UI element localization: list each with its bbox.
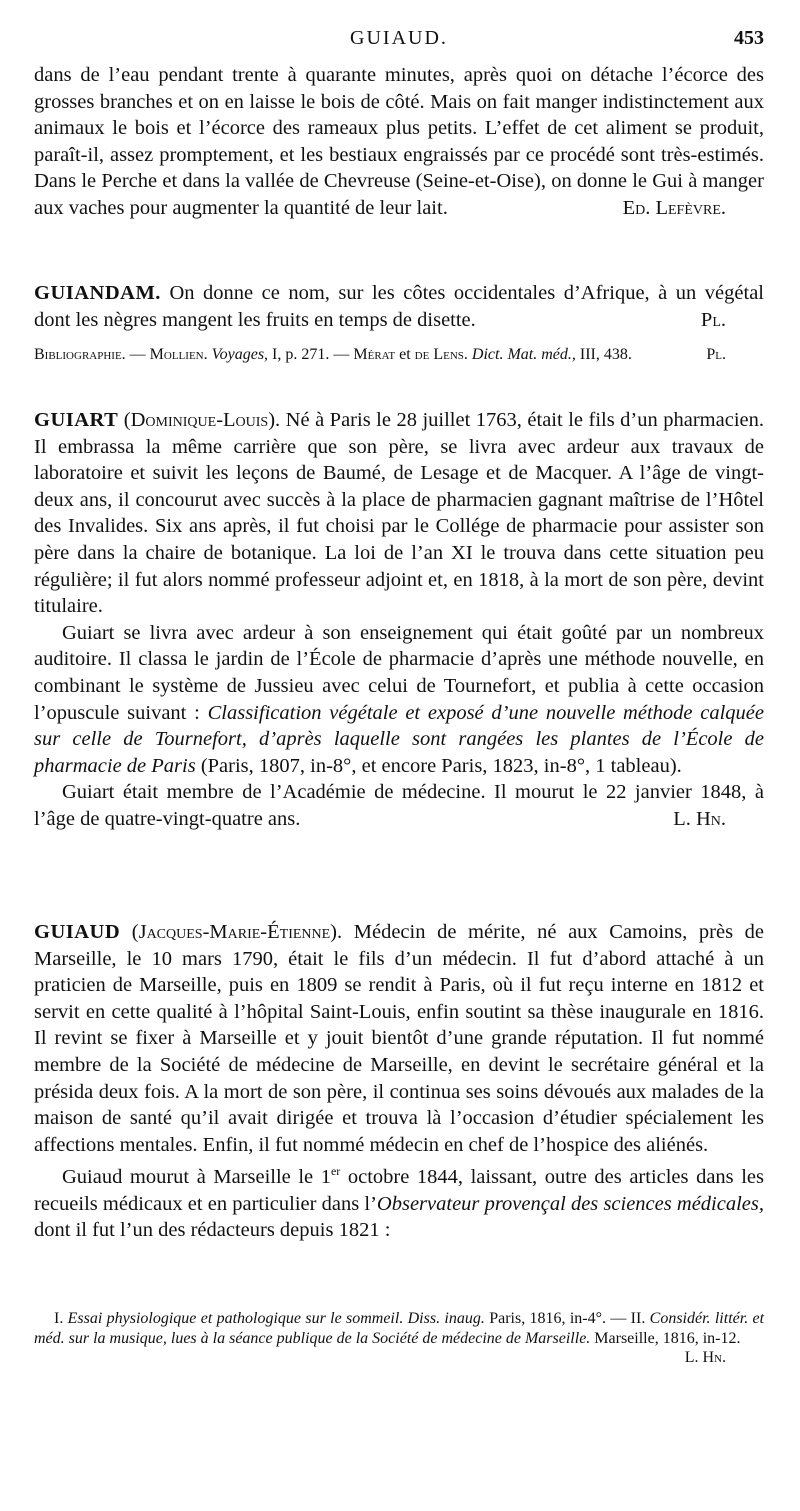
work-2-number: II. <box>630 1310 646 1327</box>
work-1-title: Essai physiologique et pathologique sur le sommeil. Diss. inaug. <box>67 1310 485 1327</box>
guiart-paragraph-1: Né à Paris le 28 juillet 1763, était le fils d’un pharmacien. Il embrassa la même carrière que son père, se livra avec ardeur aux travaux de laboratoire et suivit les leçons de Baumé, de Lesage et de Macquer. A l’âge de vingt-deux ans, il concourut avec succès à la place de pharmacien gagnant maîtrise de l’Hôtel des Invalides. Six ans après, il fut choisi par le Collége de pharmacie pour assister son père dans la chaire de botanique. La loi de l’an XI le trouva dans cette situation peu régulière; il fut alors nommé professeur adjoint et, en 1818, à la mort de son père, devint titulaire. <box>34 409 764 618</box>
guiaud-works-list <box>34 1309 764 1368</box>
gui-signature: Ed. Lefèvre. <box>622 196 726 219</box>
biblio-author-2: Mérat <box>353 346 396 363</box>
biblio-ref-2: III, 438. <box>579 346 632 363</box>
biblio-de: de <box>414 346 430 363</box>
biblio-and: et <box>399 346 411 363</box>
guiandam-bibliography <box>34 345 764 365</box>
gui-text: dans de l’eau pendant trente à quarante minutes, après quoi on détache l’écorce des grosses branches et on en laisse le bois de côté. Mais on fait manger indistinctement aux animaux le bois et l’écorce des rameaux plus petits. L’effet de cet aliment se produit, paraît-il, assez promptement, et les bestiaux engraissés par ce procédé sont très-estimés. Dans le Perche et dans la vallée de Chevreuse (Seine-et-Oise), on donne le Gui à manger aux vaches pour augmenter la quantité de leur lait. <box>34 64 764 219</box>
guiaud-superscript: er <box>330 1164 341 1179</box>
guiart-paragraph-2-end: (Paris, 1807, in-8°, et encore Paris, 1823, in-8°, 1 tableau). <box>200 754 682 777</box>
biblio-author-3: Lens. <box>433 346 468 363</box>
entry-guiandam <box>34 280 764 333</box>
header-title: GUIAUD. <box>350 27 448 49</box>
guiart-work-title: Classification végétale et exposé d’une nouvelle méthode calquée sur celle de Tournefort, d’après laquelle sont rangées les plantes de l’École de pharmacie de Paris <box>34 701 765 777</box>
guiaud-paragraph-1: Médecin de mérite, né aux Camoins, près de Marseille, le 10 mars 1790, était le fils d’un médecin. Il fut d’abord attaché à un praticien de Marseille, puis en 1809 se rendit à Paris, où il fut reçu interne en 1812 et servit en cette qualité à l’hôpital Saint-Louis, enfin soutint sa thèse inaugurale en 1816. Il revint se fixer à Marseille et y jouit bientôt d’une grande réputation. Il fut nommé membre de la Société de médecine de Marseille, en devint le secrétaire général et la présida deux fois. A la mort de son père, il continua ses soins dévoués aux malades de la maison de santé qu’il avait dirigée et trouva là l’occasion d’étudier spécialement les affections mentales. Enfin, il fut nommé médecin en chef de l’hospice des aliénés. <box>34 921 765 1156</box>
biblio-separator-1: — <box>129 346 146 363</box>
entry-gui-continuation <box>34 62 764 222</box>
guiart-paragraph-3: Guiart était membre de l’Académie de médecine. Il mourut le 22 janvier 1848, à l’âge de quatre-vingt-quatre ans. <box>34 781 764 830</box>
guiandam-text: On donne ce nom, sur les côtes occidentales d’Afrique, à un végétal dont les nègres mangent les fruits en temps de disette. <box>34 282 764 331</box>
biblio-author-1: Mollien. <box>149 346 208 363</box>
work-2-ref: Marseille, 1816, in-12. <box>594 1329 741 1347</box>
work-2-title: Considér. littér. et méd. sur la musique, lues à la séance publique de la Société de médecine de Marseille. <box>34 1310 765 1347</box>
page-number: 453 <box>734 27 764 49</box>
biblio-label: Bibliographie. <box>34 346 126 363</box>
guiaud-paragraph-2-mid: octobre 1844, laissant, outre des articles dans les recueils médicaux et en particulier dans l’ <box>34 1166 764 1215</box>
biblio-separator-2: — <box>333 346 350 363</box>
guiaud-name: (Jacques-Marie-Étienne). <box>131 921 343 943</box>
guiaud-signature: L. Hn. <box>684 1349 726 1366</box>
entry-guiaud <box>34 919 764 1244</box>
running-header <box>34 27 764 57</box>
biblio-signature: Pl. <box>706 346 726 363</box>
biblio-title-1: Voyages, <box>211 346 269 363</box>
guiart-name: (Dominique-Louis). <box>123 409 281 431</box>
guiart-signature: L. Hn. <box>673 807 726 830</box>
entry-guiart <box>34 407 764 833</box>
guiaud-headword: GUIAUD <box>34 921 121 943</box>
work-1-ref: Paris, 1816, in-4°. — <box>489 1310 627 1327</box>
guiandam-headword: GUIANDAM. <box>34 282 161 304</box>
guiaud-paragraph-2-start: Guiaud mourut à Marseille le 1 <box>62 1166 331 1189</box>
biblio-ref-1: I, p. 271. <box>272 346 330 363</box>
work-1-number: I. <box>54 1310 64 1327</box>
guiaud-paragraph-2-end: dont il fut l’un des rédacteurs depuis 1821 : <box>34 1219 391 1242</box>
guiaud-journal-title: Observateur provençal des sciences médicales, <box>376 1192 764 1215</box>
guiart-paragraph-2-start: Guiart se livra avec ardeur à son enseignement qui était goûté par un nombreux auditoire. Il classa le jardin de l’École de pharmacie d’après une méthode nouvelle, en combinant le système de Jussieu avec celui de Tournefort, et publia à cette occasion l’opuscule suivant : <box>34 621 764 724</box>
guiart-headword: GUIART <box>34 409 119 431</box>
guiandam-signature: Pl. <box>700 308 726 331</box>
biblio-title-2: Dict. Mat. méd., <box>471 346 576 363</box>
